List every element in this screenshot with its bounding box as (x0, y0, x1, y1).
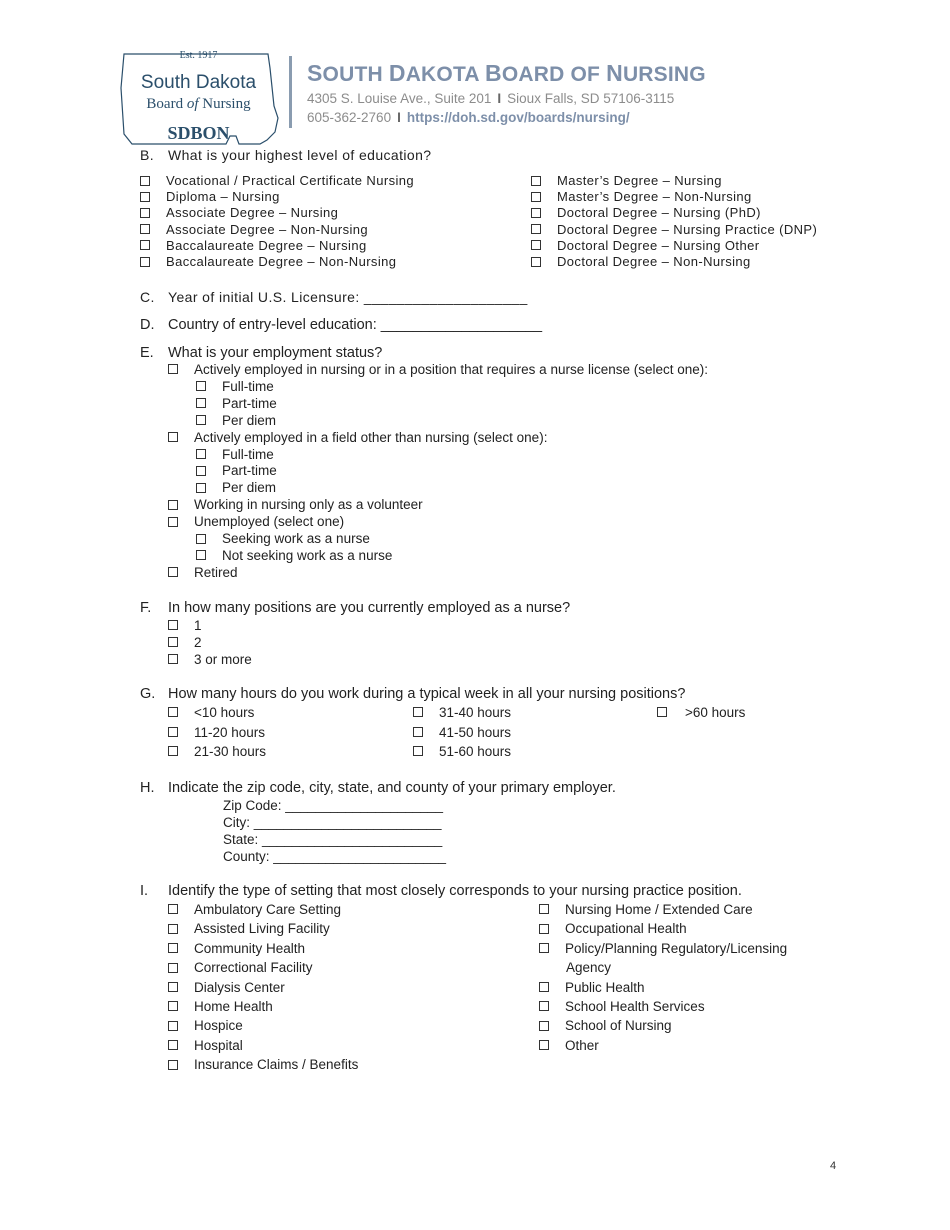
option-item[interactable]: Working in nursing only as a volunteer (168, 497, 708, 514)
checkbox[interactable] (539, 1001, 549, 1011)
checkbox[interactable] (168, 364, 178, 374)
option-item[interactable]: Dialysis Center (168, 978, 358, 997)
checkbox[interactable] (531, 176, 541, 186)
logo-established: Est. 1917 (179, 50, 218, 61)
checkbox[interactable] (168, 904, 178, 914)
state-field[interactable]: State: ________________________ (223, 832, 443, 847)
checkbox[interactable] (140, 192, 150, 202)
checkbox[interactable] (196, 534, 206, 544)
checkbox[interactable] (413, 707, 423, 717)
page-number: 4 (830, 1160, 837, 1172)
checkbox[interactable] (168, 432, 178, 442)
checkbox[interactable] (168, 1001, 178, 1011)
option-item[interactable]: Policy/Planning Regulatory/Licensing (539, 939, 787, 958)
checkbox[interactable] (196, 483, 206, 493)
checkbox[interactable] (168, 963, 178, 973)
option-item[interactable]: Actively employed in nursing or in a position that requires a nurse license (select one): (168, 362, 708, 379)
hours-options-col2 (413, 703, 511, 762)
checkbox[interactable] (196, 398, 206, 408)
sub-option-item[interactable]: Part-time (168, 396, 708, 413)
question-i: I. Identify the type of setting that most closely corresponds to your nursing practice position. (140, 883, 742, 899)
question-d: D. Country of entry-level education: ____________________ (140, 317, 543, 333)
option-item[interactable]: School Health Services (539, 997, 787, 1016)
checkbox[interactable] (413, 727, 423, 737)
logo-abbreviation: SDBON (167, 123, 230, 143)
option-item[interactable]: Actively employed in a field other than nursing (select one): (168, 430, 708, 447)
checkbox[interactable] (196, 449, 206, 459)
header-contact: 605-362-2760 I https://doh.sd.gov/boards/nursing/ (307, 110, 630, 125)
logo-state-name: South Dakota (140, 72, 257, 93)
checkbox[interactable] (196, 466, 206, 476)
option-item[interactable]: Master’s Degree – Nursing (531, 173, 817, 189)
checkbox[interactable] (168, 1040, 178, 1050)
checkbox[interactable] (168, 500, 178, 510)
option-item[interactable]: Retired (168, 565, 708, 582)
checkbox[interactable] (531, 240, 541, 250)
option-item[interactable]: Baccalaureate Degree – Non-Nursing (140, 254, 414, 270)
option-item[interactable]: School of Nursing (539, 1016, 787, 1035)
checkbox[interactable] (196, 415, 206, 425)
sub-option-item[interactable]: Per diem (168, 413, 708, 430)
checkbox[interactable] (657, 707, 667, 717)
sub-option-item[interactable]: Seeking work as a nurse (168, 531, 708, 548)
option-item-continuation: Agency (566, 960, 612, 976)
checkbox[interactable] (539, 943, 549, 953)
option-item[interactable]: 2 (168, 634, 252, 651)
setting-options-right (539, 900, 787, 1055)
setting-options-left (168, 900, 358, 1075)
checkbox[interactable] (140, 257, 150, 267)
checkbox[interactable] (168, 517, 178, 527)
education-options-left (140, 173, 414, 270)
header-divider (289, 56, 292, 128)
question-g: G. How many hours do you work during a typical week in all your nursing positions? (140, 686, 686, 702)
option-item[interactable]: 1 (168, 617, 252, 634)
checkbox[interactable] (140, 224, 150, 234)
employer-location-fields (223, 797, 446, 865)
option-item[interactable]: Baccalaureate Degree – Nursing (140, 238, 414, 254)
option-item[interactable]: Nursing Home / Extended Care (539, 900, 787, 919)
option-item[interactable]: Doctoral Degree – Non-Nursing (531, 254, 817, 270)
checkbox[interactable] (196, 550, 206, 560)
logo-board-name: Board of Nursing (146, 96, 251, 112)
checkbox[interactable] (196, 381, 206, 391)
checkbox[interactable] (140, 240, 150, 250)
option-item[interactable]: Unemployed (select one) (168, 514, 708, 531)
question-b: B. What is your highest level of education? (140, 147, 432, 163)
option-item[interactable]: 31-40 hours (413, 703, 511, 723)
question-f: F. In how many positions are you currently employed as a nurse? (140, 600, 571, 616)
checkbox[interactable] (168, 1021, 178, 1031)
checkbox[interactable] (168, 982, 178, 992)
checkbox[interactable] (531, 192, 541, 202)
option-item[interactable]: Hospital (168, 1036, 358, 1055)
option-item[interactable]: Doctoral Degree – Nursing (PhD) (531, 205, 817, 221)
option-item[interactable]: <10 hours (168, 703, 266, 723)
hours-options-col3 (657, 703, 745, 723)
checkbox[interactable] (531, 257, 541, 267)
checkbox[interactable] (168, 707, 178, 717)
option-item[interactable]: Vocational / Practical Certificate Nursing (140, 173, 414, 189)
option-item[interactable]: 51-60 hours (413, 742, 511, 762)
option-item[interactable]: Diploma – Nursing (140, 189, 414, 205)
employment-options (168, 362, 708, 582)
sub-option-item[interactable]: Part-time (168, 463, 708, 480)
option-item[interactable]: Correctional Facility (168, 958, 358, 977)
option-item[interactable]: Other (539, 1036, 787, 1055)
option-item[interactable]: Assisted Living Facility (168, 919, 358, 938)
zip-code-field[interactable]: Zip Code: _____________________ (223, 798, 443, 813)
checkbox[interactable] (531, 224, 541, 234)
option-item[interactable]: Hospice (168, 1016, 358, 1035)
checkbox[interactable] (413, 746, 423, 756)
option-item[interactable]: Master’s Degree – Non-Nursing (531, 189, 817, 205)
option-item[interactable]: Doctoral Degree – Nursing Other (531, 238, 817, 254)
sub-option-item[interactable]: Full-time (168, 447, 708, 464)
checkbox[interactable] (140, 208, 150, 218)
header-address: 4305 S. Louise Ave., Suite 201 I Sioux Falls, SD 57106-3115 (307, 91, 675, 106)
checkbox[interactable] (168, 924, 178, 934)
education-options-right (531, 173, 817, 270)
option-item[interactable]: 3 or more (168, 651, 252, 668)
checkbox[interactable] (168, 654, 178, 664)
option-item[interactable]: >60 hours (657, 703, 745, 723)
positions-options (168, 617, 252, 668)
checkbox[interactable] (539, 904, 549, 914)
checkbox[interactable] (168, 727, 178, 737)
checkbox[interactable] (168, 620, 178, 630)
checkbox[interactable] (168, 746, 178, 756)
website-link[interactable]: https://doh.sd.gov/boards/nursing/ (406, 110, 630, 125)
checkbox[interactable] (531, 208, 541, 218)
county-field[interactable]: County: _______________________ (223, 849, 446, 864)
option-item[interactable]: 41-50 hours (413, 723, 511, 743)
question-e: E. What is your employment status? (140, 345, 383, 361)
checkbox[interactable] (168, 943, 178, 953)
checkbox[interactable] (168, 567, 178, 577)
checkbox[interactable] (539, 1040, 549, 1050)
question-c: C. Year of initial U.S. Licensure: ____________________ (140, 289, 528, 305)
checkbox[interactable] (539, 1021, 549, 1031)
option-item[interactable]: Insurance Claims / Benefits (168, 1055, 358, 1074)
option-item[interactable]: Associate Degree – Nursing (140, 205, 414, 221)
option-item[interactable]: Home Health (168, 997, 358, 1016)
sub-option-item[interactable]: Per diem (168, 480, 708, 497)
checkbox[interactable] (168, 637, 178, 647)
checkbox[interactable] (168, 1060, 178, 1070)
option-item[interactable]: Public Health (539, 978, 787, 997)
sub-option-item[interactable]: Not seeking work as a nurse (168, 548, 708, 565)
option-item[interactable]: 11-20 hours (168, 723, 266, 743)
option-item[interactable]: 21-30 hours (168, 742, 266, 762)
option-item[interactable]: Associate Degree – Non-Nursing (140, 222, 414, 238)
page-title: SOUTH DAKOTA BOARD OF NURSING (307, 60, 706, 86)
option-item[interactable]: Ambulatory Care Setting (168, 900, 358, 919)
checkbox[interactable] (140, 176, 150, 186)
sub-option-item[interactable]: Full-time (168, 379, 708, 396)
question-h: H. Indicate the zip code, city, state, and county of your primary employer. (140, 780, 616, 796)
option-item[interactable]: Doctoral Degree – Nursing Practice (DNP) (531, 222, 817, 238)
checkbox[interactable] (539, 982, 549, 992)
checkbox[interactable] (539, 924, 549, 934)
hours-options-col1 (168, 703, 266, 762)
option-item[interactable]: Occupational Health (539, 919, 787, 938)
city-field[interactable]: City: _________________________ (223, 815, 442, 830)
option-item[interactable]: Community Health (168, 939, 358, 958)
